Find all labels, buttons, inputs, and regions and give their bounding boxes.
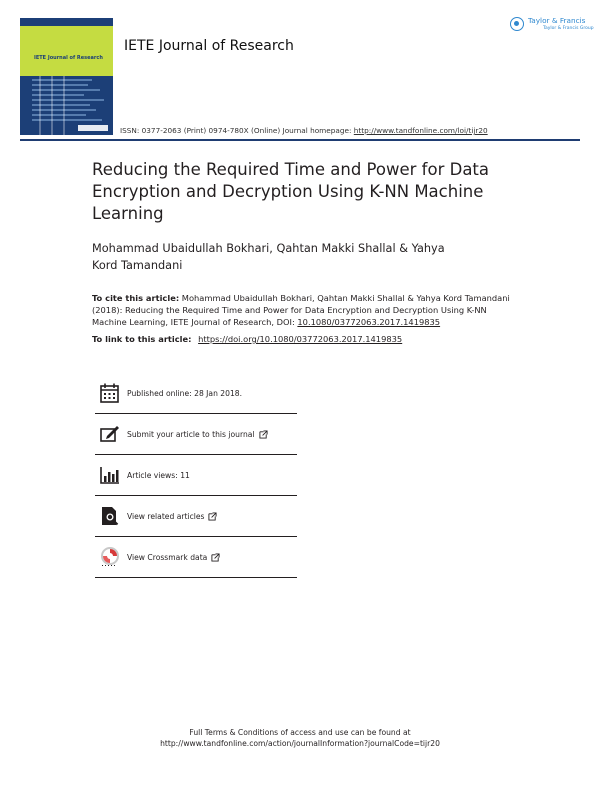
- related-articles-label: View related articles: [127, 511, 205, 521]
- crossmark-row[interactable]: [95, 537, 297, 578]
- journal-name: IETE Journal of Research: [124, 38, 294, 54]
- edit-icon: [99, 423, 121, 445]
- external-link-icon: [208, 512, 217, 521]
- issn-text: ISSN: 0377-2063 (Print) 0974-780X (Online) Journal homepage:: [120, 126, 352, 135]
- citation-text: Mohammad Ubaidullah Bokhari, Qahtan Makki Shallal & Yahya Kord Tamandani (2018): Reducing the Required Time and Power for Data Encryption and Decryption Using K-NN Machine Learning, IETE Journal of Research, DOI:: [92, 293, 510, 327]
- crossmark-label: View Crossmark data: [127, 552, 208, 562]
- journal-homepage-link[interactable]: http://www.tandfonline.com/loi/tijr20: [353, 126, 488, 135]
- submit-article-row[interactable]: [95, 414, 297, 455]
- search-document-icon: [99, 505, 121, 527]
- publisher-logo[interactable]: [510, 16, 594, 36]
- terms-footer-link[interactable]: http://www.tandfonline.com/action/journalInformation?journalCode=tijr20: [160, 739, 440, 748]
- calendar-icon: [99, 382, 121, 404]
- submit-article-label: Submit your article to this journal: [127, 429, 255, 439]
- article-title: Reducing the Required Time and Power for Data Encryption and Decryption Using K-NN Machine Learning: [92, 160, 490, 223]
- publisher-logo-icon: [510, 17, 524, 31]
- citation-doi-link[interactable]: 10.1080/03772063.2017.1419835: [297, 317, 441, 327]
- article-authors: Mohammad Ubaidullah Bokhari, Qahtan Makki Shallal & Yahya Kord Tamandani: [92, 242, 445, 272]
- cover-journal-title: IETE Journal of Research: [34, 55, 103, 61]
- article-views-label: Article views: 11: [127, 470, 190, 480]
- article-info-list: [95, 373, 297, 578]
- crossmark-icon: [99, 546, 121, 568]
- terms-footer-line1: Full Terms & Conditions of access and use can be found at: [189, 728, 411, 737]
- bar-chart-icon: [99, 464, 121, 486]
- cover-lines-graphic: [20, 76, 113, 135]
- article-link-label: To link to this article:: [92, 334, 192, 344]
- citation-block: [92, 292, 522, 328]
- citation-label: To cite this article:: [92, 293, 180, 303]
- external-link-icon: [211, 553, 220, 562]
- publisher-logo-name: Taylor & Francis: [528, 16, 586, 25]
- published-online-row: [95, 373, 297, 414]
- header-divider: [20, 139, 580, 141]
- publisher-logo-subtitle: Taylor & Francis Group: [543, 26, 594, 31]
- article-views-row: [95, 455, 297, 496]
- article-link-line: [92, 334, 402, 344]
- external-link-icon: [259, 430, 268, 439]
- issn-line: [120, 126, 488, 135]
- journal-cover-image: [20, 18, 113, 135]
- cover-top-strip: [20, 18, 113, 26]
- article-doi-link[interactable]: https://doi.org/10.1080/03772063.2017.1419835: [198, 334, 403, 344]
- terms-footer: [100, 727, 500, 749]
- cover-graphic: [20, 76, 113, 135]
- published-online-label: Published online: 28 Jan 2018.: [127, 388, 243, 398]
- related-articles-row[interactable]: [95, 496, 297, 537]
